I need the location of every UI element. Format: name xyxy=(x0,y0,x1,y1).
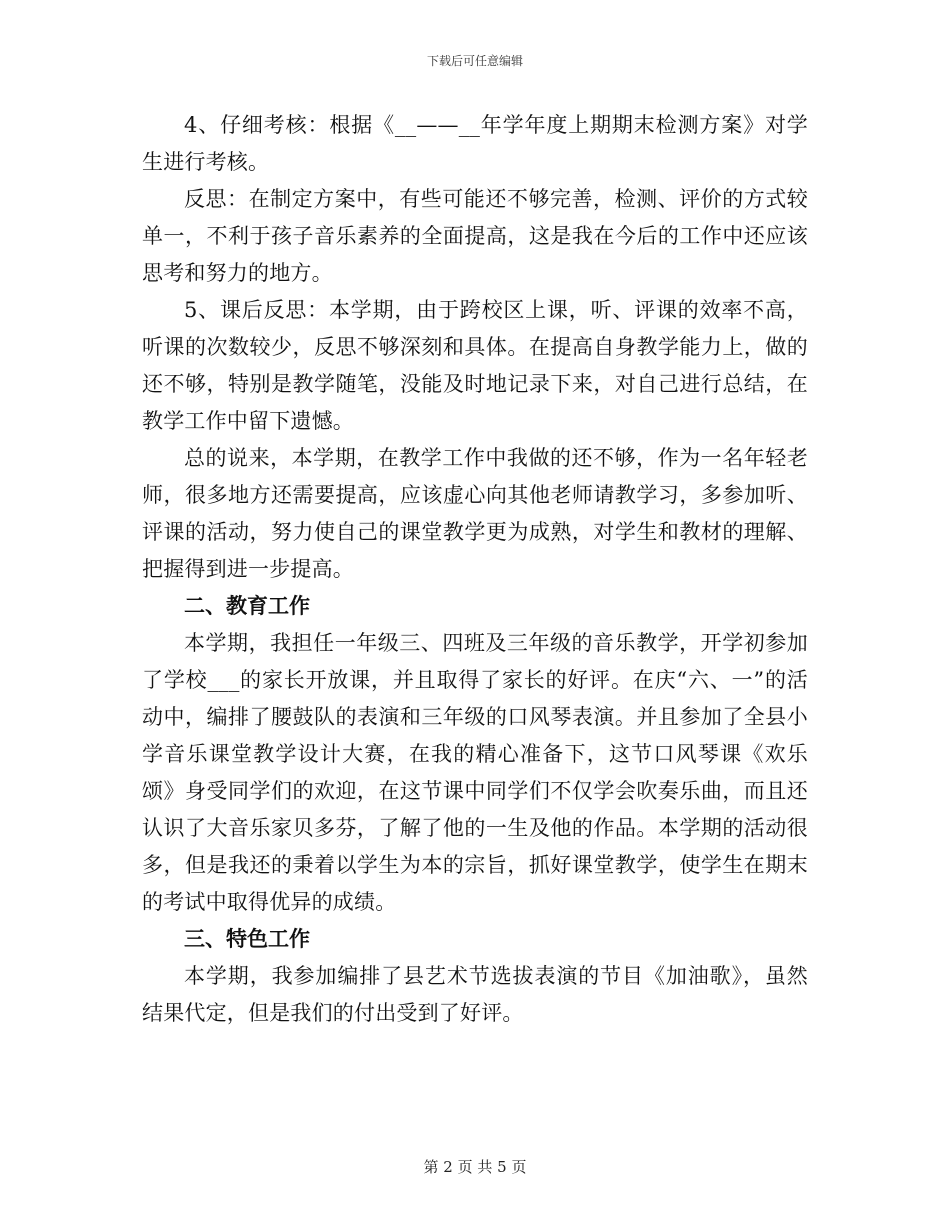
paragraph-assessment: 4、仔细考核：根据《__——__年学年度上期期末检测方案》对学生进行考核。 xyxy=(142,113,808,174)
paragraph-post-class-reflection: 5、课后反思：本学期，由于跨校区上课，听、评课的效率不高，听课的次数较少，反思不够深刻和具体。在提高自身教学能力上，做的还不够，特别是教学随笔，没能及时地记录下来，对自己进行总结，在教学工作中留下遗憾。 xyxy=(142,298,808,433)
paragraph-summary: 总的说来，本学期，在教学工作中我做的还不够，作为一名年轻老师，很多地方还需要提高，应该虚心向其他老师请教学习，多参加听、评课的活动，努力使自己的课堂教学更为成熟，对学生和教材的理解、把握得到进一步提高。 xyxy=(142,446,808,581)
page-header: 下载后可任意编辑 xyxy=(426,54,523,68)
document-body xyxy=(142,107,808,1032)
section-heading-featured-work: 三、特色工作 xyxy=(184,927,310,951)
paragraph-reflection: 反思：在制定方案中，有些可能还不够完善，检测、评价的方式较单一，不利于孩子音乐素养的全面提高，这是我在今后的工作中还应该思考和努力的地方。 xyxy=(142,187,808,285)
paragraph-featured-work: 本学期，我参加编排了县艺术节选拔表演的节目《加油歌》，虽然结果代定，但是我们的付出受到了好评。 xyxy=(142,964,808,1025)
page-number-footer: 第 2 页 共 5 页 xyxy=(423,1158,527,1176)
paragraph-education-work: 本学期，我担任一年级三、四班及三年级的音乐教学，开学初参加了学校___的家长开放课，并且取得了家长的好评。在庆“六、一”的活动中，编排了腰鼓队的表演和三年级的口风琴表演。并且参加了全县小学音乐课堂教学设计大赛，在我的精心准备下，这节口风琴课《欢乐颂》身受同学们的欢迎，在这节课中同学们不仅学会吹奏乐曲，而且还认识了大音乐家贝多芬，了解了他的一生及他的作品。本学期的活动很多，但是我还的秉着以学生为本的宗旨，抓好课堂教学，使学生在期末的考试中取得优异的成绩。 xyxy=(142,631,808,914)
section-heading-education-work: 二、教育工作 xyxy=(184,594,310,618)
